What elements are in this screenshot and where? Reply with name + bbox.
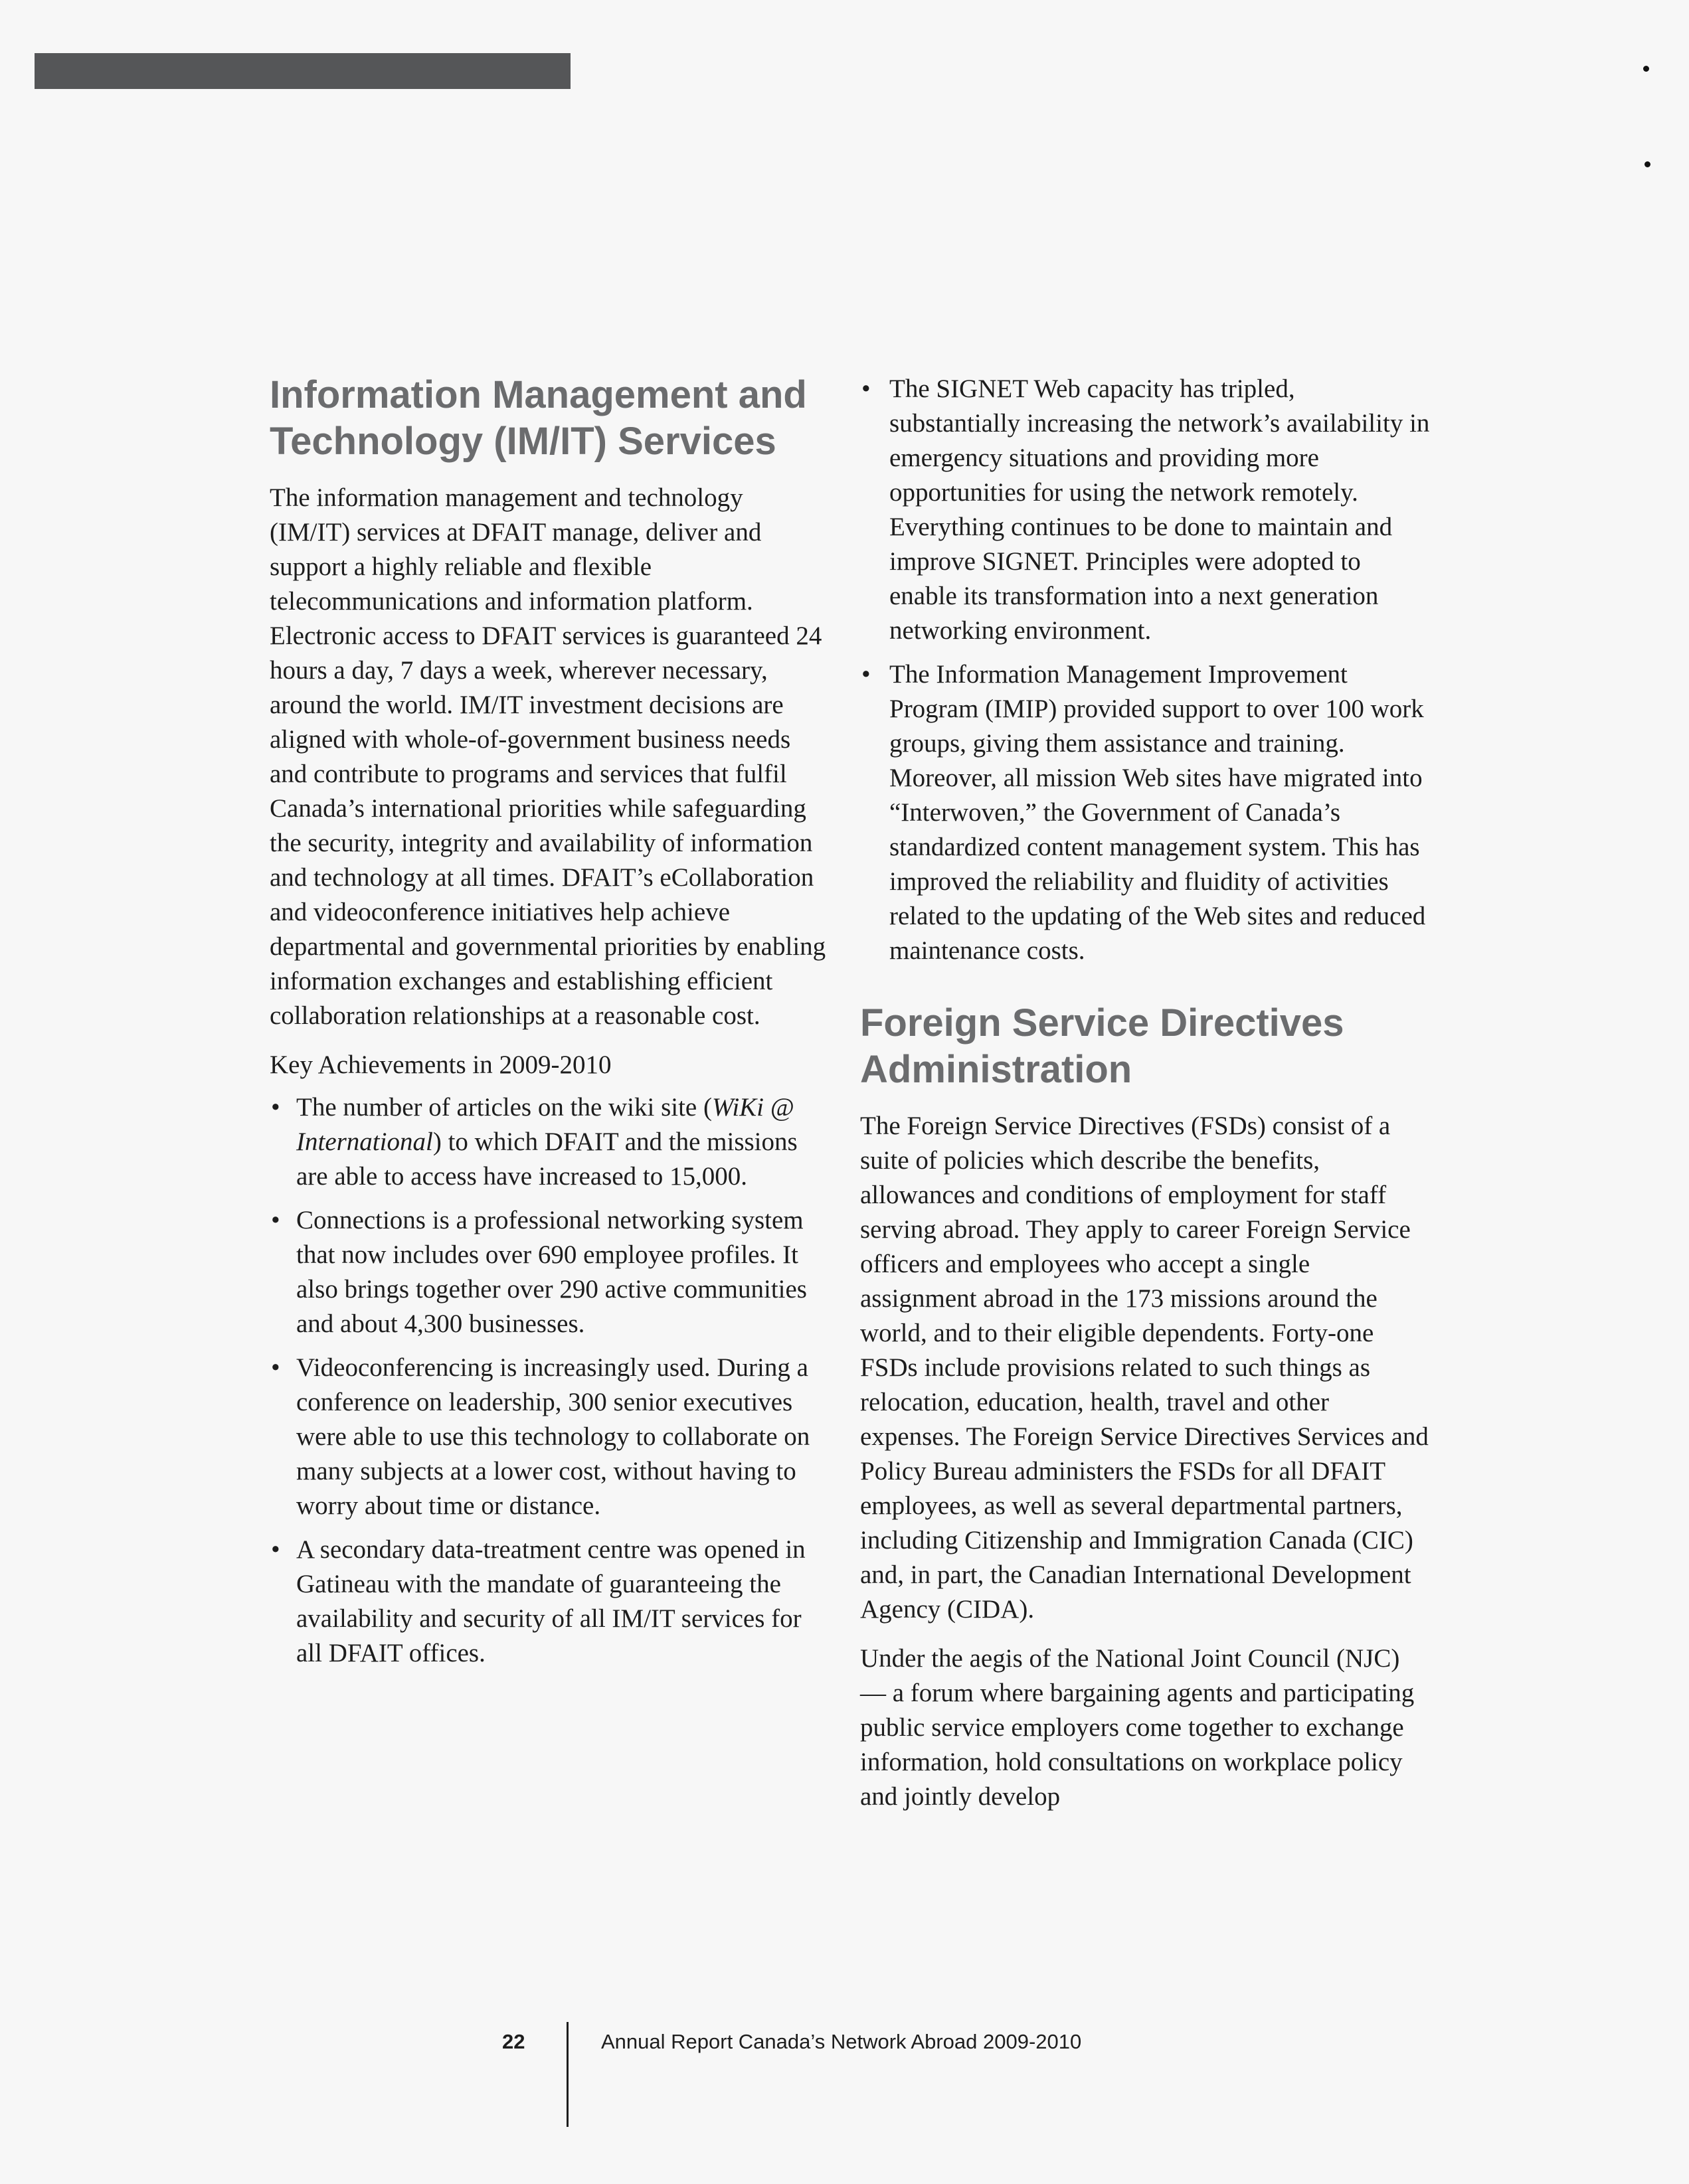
list-item: • Connections is a professional networking system that now includes over 690 employee profiles. It also brings together over 290 active communities and about 4,300 businesses. (270, 1203, 828, 1341)
wiki-site-name: WiKi @ International (296, 1093, 794, 1156)
left-column (270, 372, 828, 1680)
page-number: 22 (502, 2030, 525, 2053)
list-item: • The number of articles on the wiki site (WiKi @ International) to which DFAIT and the missions are able to access have increased to 15,000. (270, 1090, 828, 1194)
list-item: • The SIGNET Web capacity has tripled, substantially increasing the network’s availability in emergency situations and providing more opportunities for using the network remotely. Everything continues to be done to maintain and improve SIGNET. Principles were adopted to enable its transformation into a next generation networking environment. (860, 372, 1431, 648)
right-column (860, 372, 1431, 1829)
njc-paragraph: Under the aegis of the National Joint Council (NJC) — a forum where bargaining agents and participating public service employers come together to exchange information, hold consultations on workplace policy and jointly develop (860, 1644, 1415, 1811)
key-achievements-label: Key Achievements in 2009-2010 (270, 1050, 612, 1079)
achievements-list (270, 1090, 828, 1671)
scan-mark (1643, 66, 1649, 72)
fsd-paragraph: The Foreign Service Directives (FSDs) consist of a suite of policies which describe the benefits, allowances and conditions of employment for staff serving abroad. They apply to career Foreign Service officers and employees who accept a single assignment abroad in the 173 missions around the world, and to their eligible dependents. Forty-one FSDs include provisions related to such things as relocation, education, health, travel and other expenses. The Foreign Service Directives Services and Policy Bureau administers the FSDs for all DFAIT employees, as well as several departmental partners, including Citizenship and Immigration Canada (CIC) and, in part, the Canadian International Development Agency (CIDA). (860, 1112, 1429, 1624)
section-heading-imit: Information Management and Technology (IM/IT) Services (270, 373, 807, 463)
footer-title: Annual Report Canada’s Network Abroad 2009-2010 (601, 2030, 1082, 2053)
list-item: • Videoconferencing is increasingly used. During a conference on leadership, 300 senior executives were able to use this technology to collaborate on many subjects at a lower cost, without having to worry about time or distance. (270, 1351, 828, 1523)
imit-intro-paragraph: The information management and technology (IM/IT) services at DFAIT manage, deliver and support a highly reliable and flexible telecommunications and information platform. Electronic access to DFAIT services is guaranteed 24 hours a day, 7 days a week, wherever necessary, around the world. IM/IT investment decisions are aligned with whole-of-government business needs and contribute to programs and services that fulfil Canada’s international priorities while safeguarding the security, integrity and availability of information and technology at all times. DFAIT’s eCollaboration and videoconference initiatives help achieve departmental and governmental priorities by enabling information exchanges and establishing efficient collaboration relationships at a reasonable cost. (270, 483, 826, 1030)
list-item: • A secondary data-treatment centre was opened in Gatineau with the mandate of guaranteeing the availability and security of all IM/IT services for all DFAIT offices. (270, 1533, 828, 1671)
header-bar (35, 53, 571, 89)
achievements-list-continued (860, 372, 1431, 968)
scan-mark (1645, 161, 1650, 167)
page-footer (0, 2022, 1689, 2128)
section-heading-fsd: Foreign Service Directives Administration (860, 1001, 1344, 1091)
list-item: • The Information Management Improvement Program (IMIP) provided support to over 100 work groups, giving them assistance and training. Moreover, all mission Web sites have migrated into “Interwoven,” the Government of Canada’s standardized content management system. This has improved the reliability and fluidity of activities related to the updating of the Web sites and reduced maintenance costs. (860, 657, 1431, 968)
footer-divider (567, 2022, 569, 2127)
